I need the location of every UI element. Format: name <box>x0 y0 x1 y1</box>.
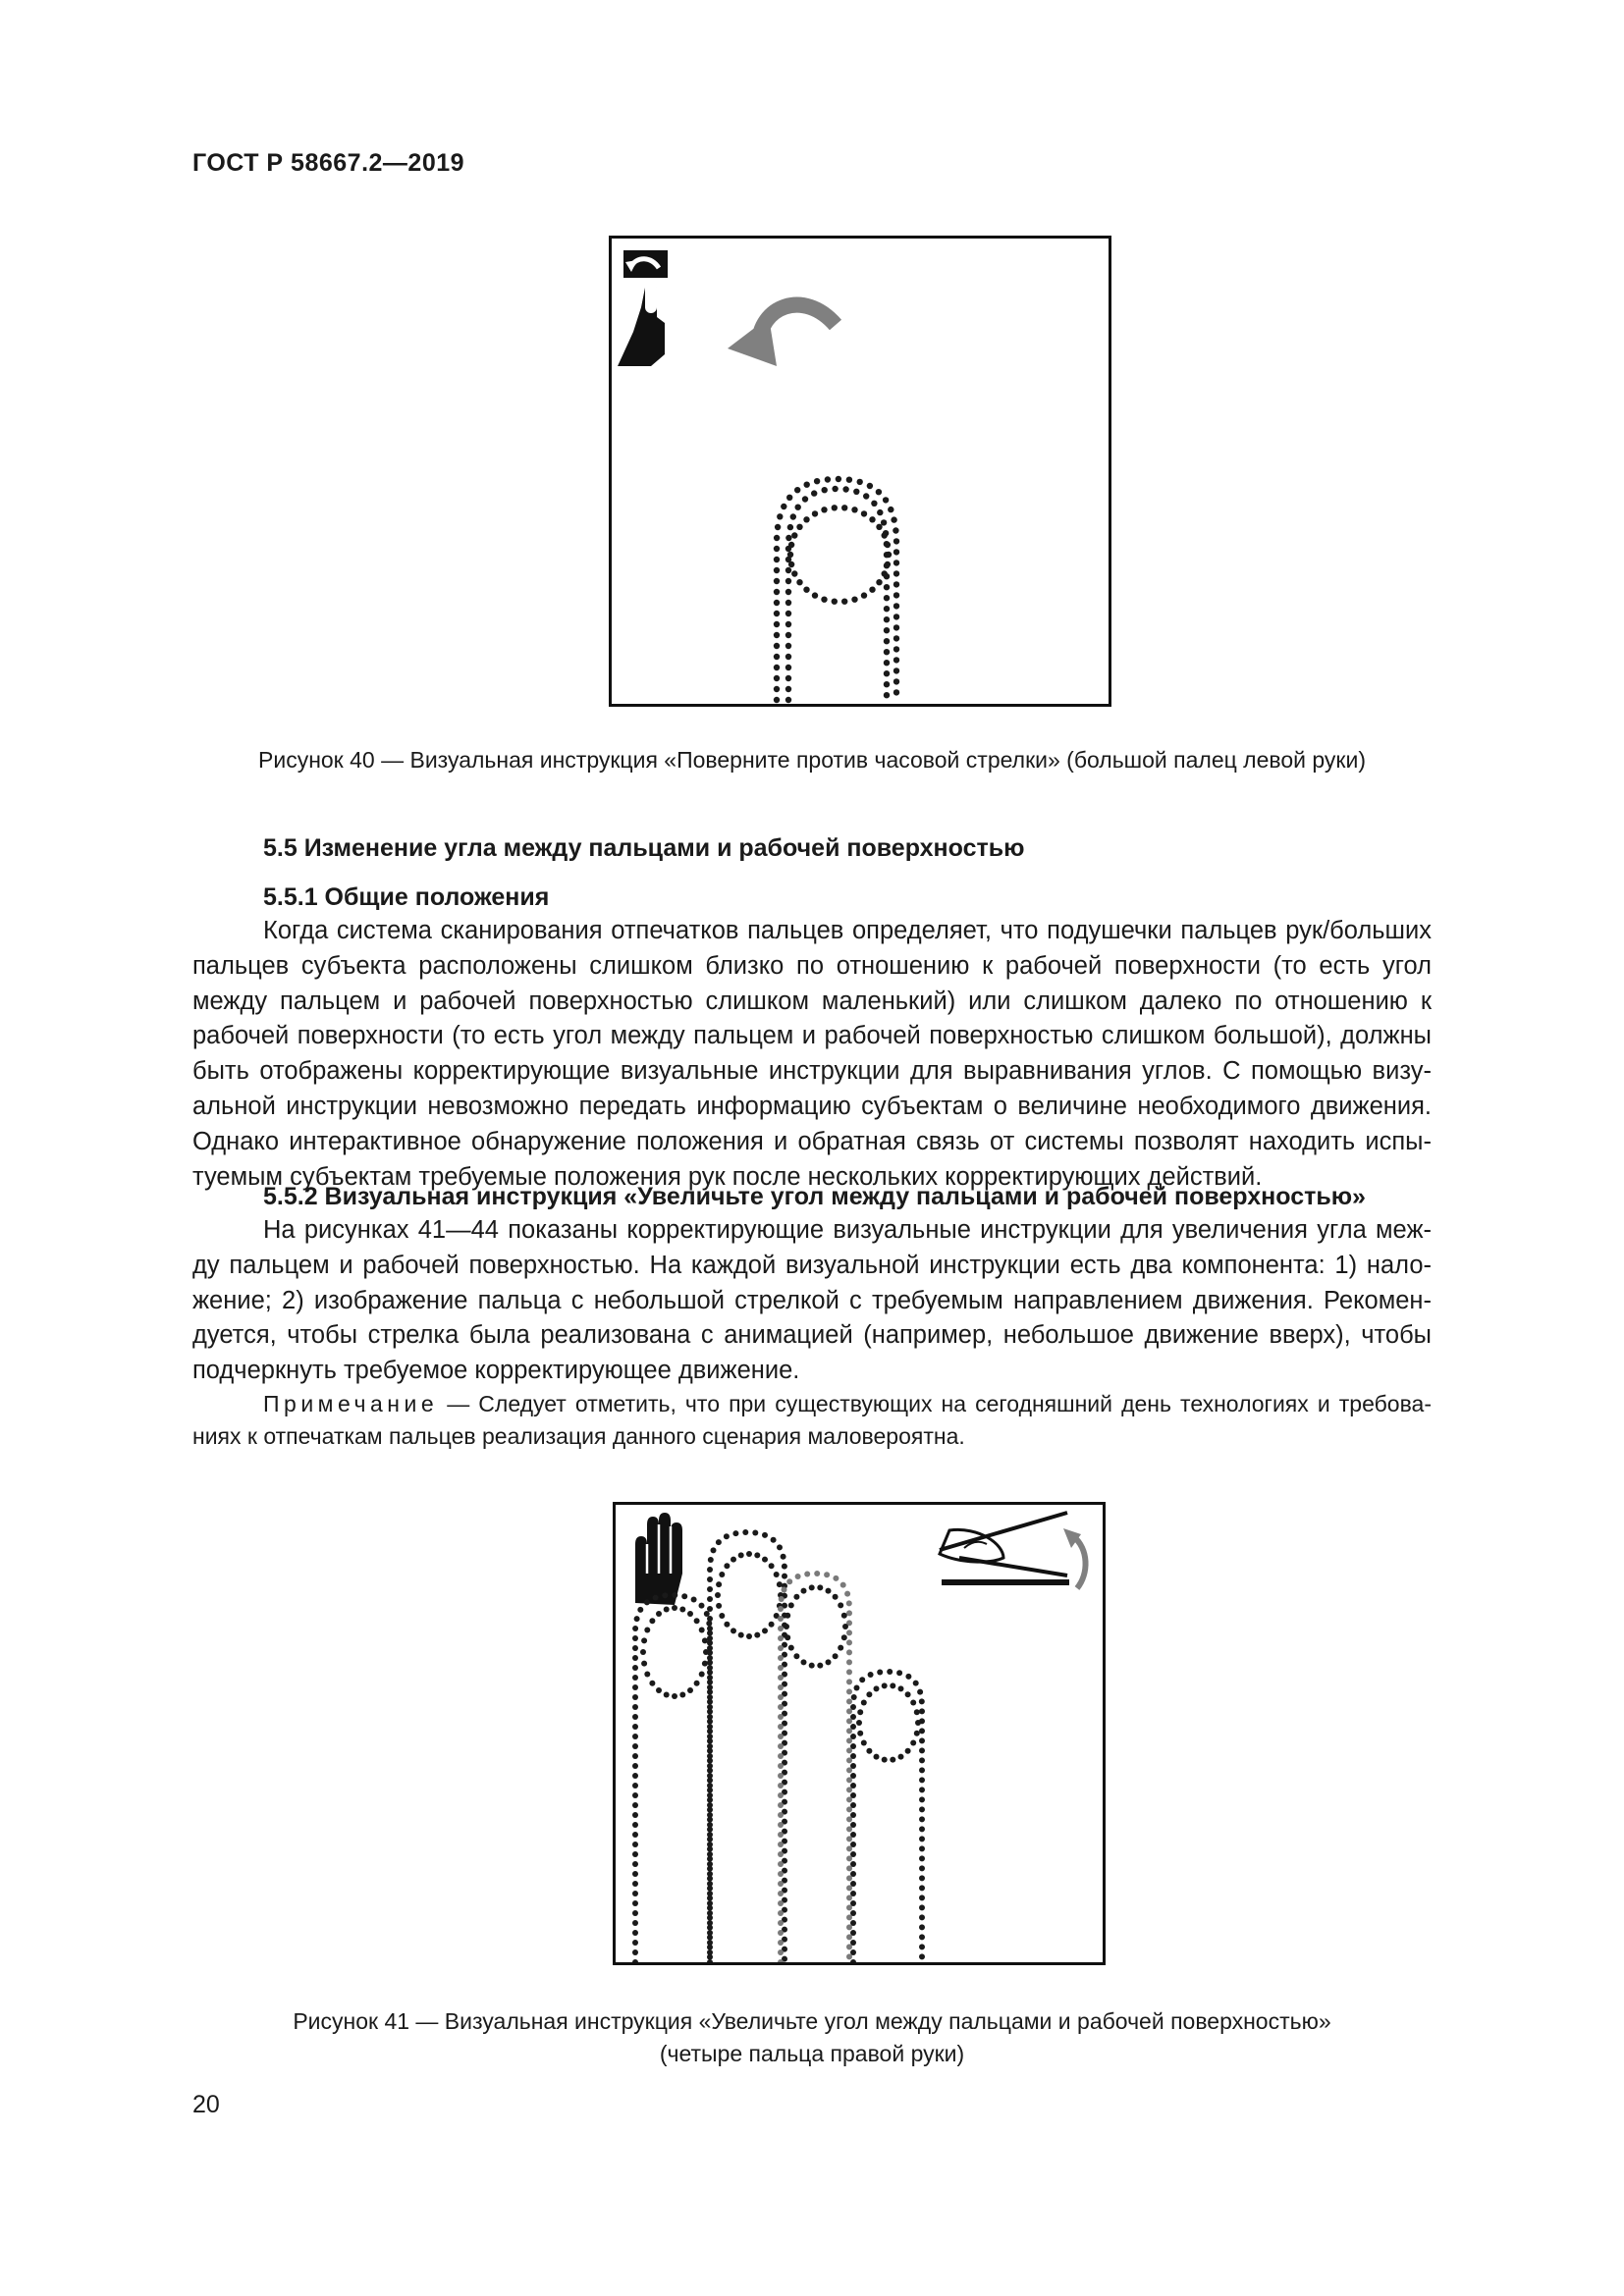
figure-41-illustration <box>616 1505 1103 1962</box>
figure-40-caption: Рисунок 40 — Визуальная инструкция «Поверните против часовой стрелки» (большой палец левой руки) <box>258 747 1366 773</box>
paragraph-line: Когда система сканирования отпечатков пальцев определяет, что подушечки пальцев рук/больших <box>263 917 1432 944</box>
figure-41-caption-line-2: (четыре пальца правой руки) <box>659 2041 965 2066</box>
section-5-5-heading: 5.5 Изменение угла между пальцами и рабочей поверхностью <box>263 834 1025 862</box>
paragraph-line: На рисунках 41—44 показаны корректирующие визуальные инструкции для увеличения угла меж- <box>263 1216 1432 1244</box>
note-label: Примечание <box>263 1391 439 1416</box>
paragraph-line: подчеркнуть требуемое корректирующее движение. <box>192 1357 800 1385</box>
paragraph-line: рабочей поверхности (то есть угол между пальцем и рабочей поверхностью слишком большой), должны <box>192 1022 1432 1050</box>
paragraph-line: туемым субъектам требуемые положения рук после нескольких корректирующих действий. <box>192 1162 1263 1191</box>
rotate-up-arrow-icon <box>1063 1528 1086 1588</box>
paragraph-line: между пальцем и рабочей поверхностью слишком маленький) или слишком далеко по отношению к <box>192 987 1432 1015</box>
figure-40-image <box>609 236 1111 707</box>
paragraph-line: жение; 2) изображение пальца с небольшой стрелкой с требуемым направлением движения. Рекомен- <box>192 1286 1432 1314</box>
document-standard-header: ГОСТ Р 58667.2—2019 <box>192 149 465 177</box>
finger-tilt-icon <box>940 1513 1069 1585</box>
note-line: ниях к отпечаткам пальцев реализация данного сценария маловероятна. <box>192 1423 965 1449</box>
paragraph-line: Однако интерактивное обнаружение положения и обратная связь от системы позволят находить испы- <box>192 1127 1432 1155</box>
paragraph-line: ду пальцем и рабочей поверхностью. На каждой визуальной инструкции есть два компонента: 1) нало- <box>192 1251 1432 1279</box>
section-5-5-2-body <box>192 1213 1432 1389</box>
section-5-5-2-heading: 5.5.2 Визуальная инструкция «Увеличьте угол между пальцами и рабочей поверхностью» <box>263 1183 1366 1210</box>
paragraph-line: пальцев субъекта расположены слишком близко по отношению к рабочей поверхности (то есть угол <box>192 951 1432 980</box>
paragraph-line: альной инструкции невозможно передать информацию субъектам о величине необходимого движения. <box>192 1092 1432 1120</box>
dotted-thumb-outline <box>774 476 899 703</box>
note-text: — Следует отметить, что при существующих на сегодняшний день технологиях и требова- <box>438 1391 1432 1416</box>
note-block <box>192 1388 1432 1453</box>
paragraph-line: дуется, чтобы стрелка была реализована с анимацией (например, небольшое движение вверх), чтобы <box>192 1321 1432 1350</box>
figure-41-image <box>613 1502 1106 1965</box>
figure-41-caption-line-1: Рисунок 41 — Визуальная инструкция «Увеличьте угол между пальцами и рабочей поверхностью» <box>293 2008 1331 2034</box>
section-5-5-1-heading: 5.5.1 Общие положения <box>263 883 550 911</box>
rotate-thumb-icon <box>618 250 668 366</box>
section-5-5-1-body <box>192 914 1432 1195</box>
note-line <box>192 1388 1432 1420</box>
right-hand-icon <box>635 1513 682 1605</box>
page-number: 20 <box>192 2091 220 2118</box>
figure-40-illustration <box>612 239 1109 704</box>
counterclockwise-arrow-icon <box>728 305 836 366</box>
paragraph-line: быть отображены корректирующие визуальные инструкции для выравнивания углов. С помощью визу- <box>192 1057 1432 1086</box>
dotted-fingers-outline <box>632 1529 925 1962</box>
